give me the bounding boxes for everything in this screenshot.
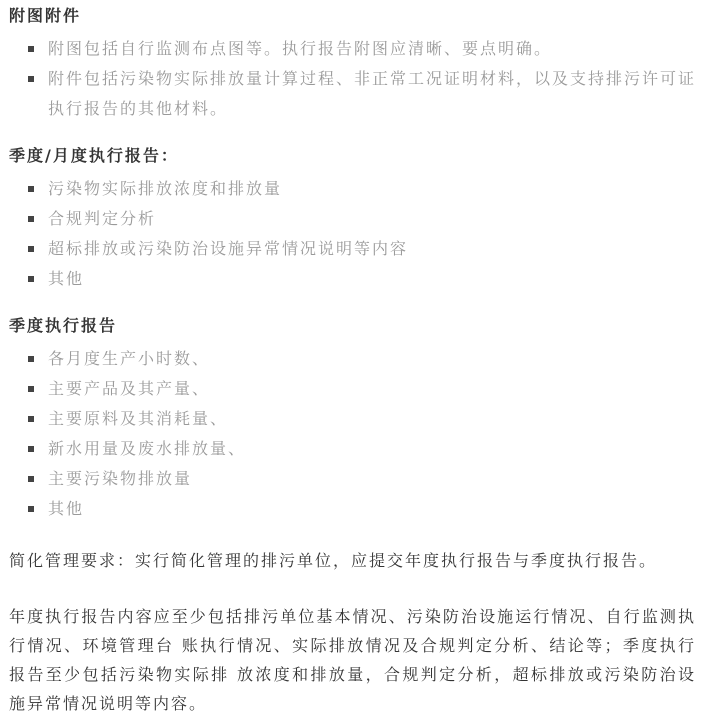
list-item-text: 主要污染物排放量 [48,469,193,488]
bullet-square-icon [28,356,34,362]
attachments-bullet-list [9,34,696,124]
list-item [9,464,696,494]
list-item [9,434,696,464]
list-item-text: 主要产品及其产量、 [48,379,211,398]
list-item [9,374,696,404]
list-item-text: 附件包括污染物实际排放量计算过程、非正常工况证明材料，以及支持排污许可证执行报告的其他材料。 [48,69,697,118]
list-item-text: 合规判定分析 [48,209,157,228]
bullet-square-icon [28,46,34,52]
section-heading-quarterly-monthly: 季度/月度执行报告： [9,146,179,165]
list-item-text: 附图包括自行监测布点图等。执行报告附图应清晰、要点明确。 [48,39,553,58]
bullet-square-icon [28,186,34,192]
list-item-text: 超标排放或污染防治设施异常情况说明等内容 [48,239,409,258]
bullet-square-icon [28,246,34,252]
list-item [9,64,696,124]
paragraph-simplified-management-requirement: 简化管理要求：实行简化管理的排污单位，应提交年度执行报告与季度执行报告。 [9,551,658,570]
list-item [9,344,696,374]
list-item-text: 其他 [48,499,85,518]
paragraph-annual-report-content: 年度执行报告内容应至少包括排污单位基本情况、污染防治设施运行情况、自行监测执行情况、环境管理台 账执行情况、实际排放情况及合规判定分析、结论等；季度执行报告至少包括污染物实际排 放浓度和排放量，合规判定分析，超标排放或污染防治设施异常情况说明等内容。 [9,607,696,713]
bullet-square-icon [28,76,34,82]
list-item-text: 各月度生产小时数、 [48,349,211,368]
list-item [9,34,696,64]
bullet-square-icon [28,416,34,422]
list-item [9,494,696,524]
bullet-square-icon [28,386,34,392]
list-item [9,264,696,294]
bullet-square-icon [28,476,34,482]
list-item [9,174,696,204]
section-quarterly-monthly-report [9,144,696,294]
list-item-text: 其他 [48,269,85,288]
section-attachments [9,4,696,124]
quarterly-bullet-list [9,344,696,524]
quarterly-monthly-bullet-list [9,174,696,294]
list-item-text: 主要原料及其消耗量、 [48,409,229,428]
bullet-square-icon [28,506,34,512]
section-heading-quarterly: 季度执行报告 [9,316,118,335]
list-item-text: 污染物实际排放浓度和排放量 [48,179,283,198]
section-quarterly-report [9,314,696,524]
list-item [9,204,696,234]
list-item [9,404,696,434]
section-heading-attachments: 附图附件 [9,6,82,25]
bullet-square-icon [28,216,34,222]
list-item-text: 新水用量及废水排放量、 [48,439,247,458]
list-item [9,234,696,264]
bullet-square-icon [28,276,34,282]
bullet-square-icon [28,446,34,452]
